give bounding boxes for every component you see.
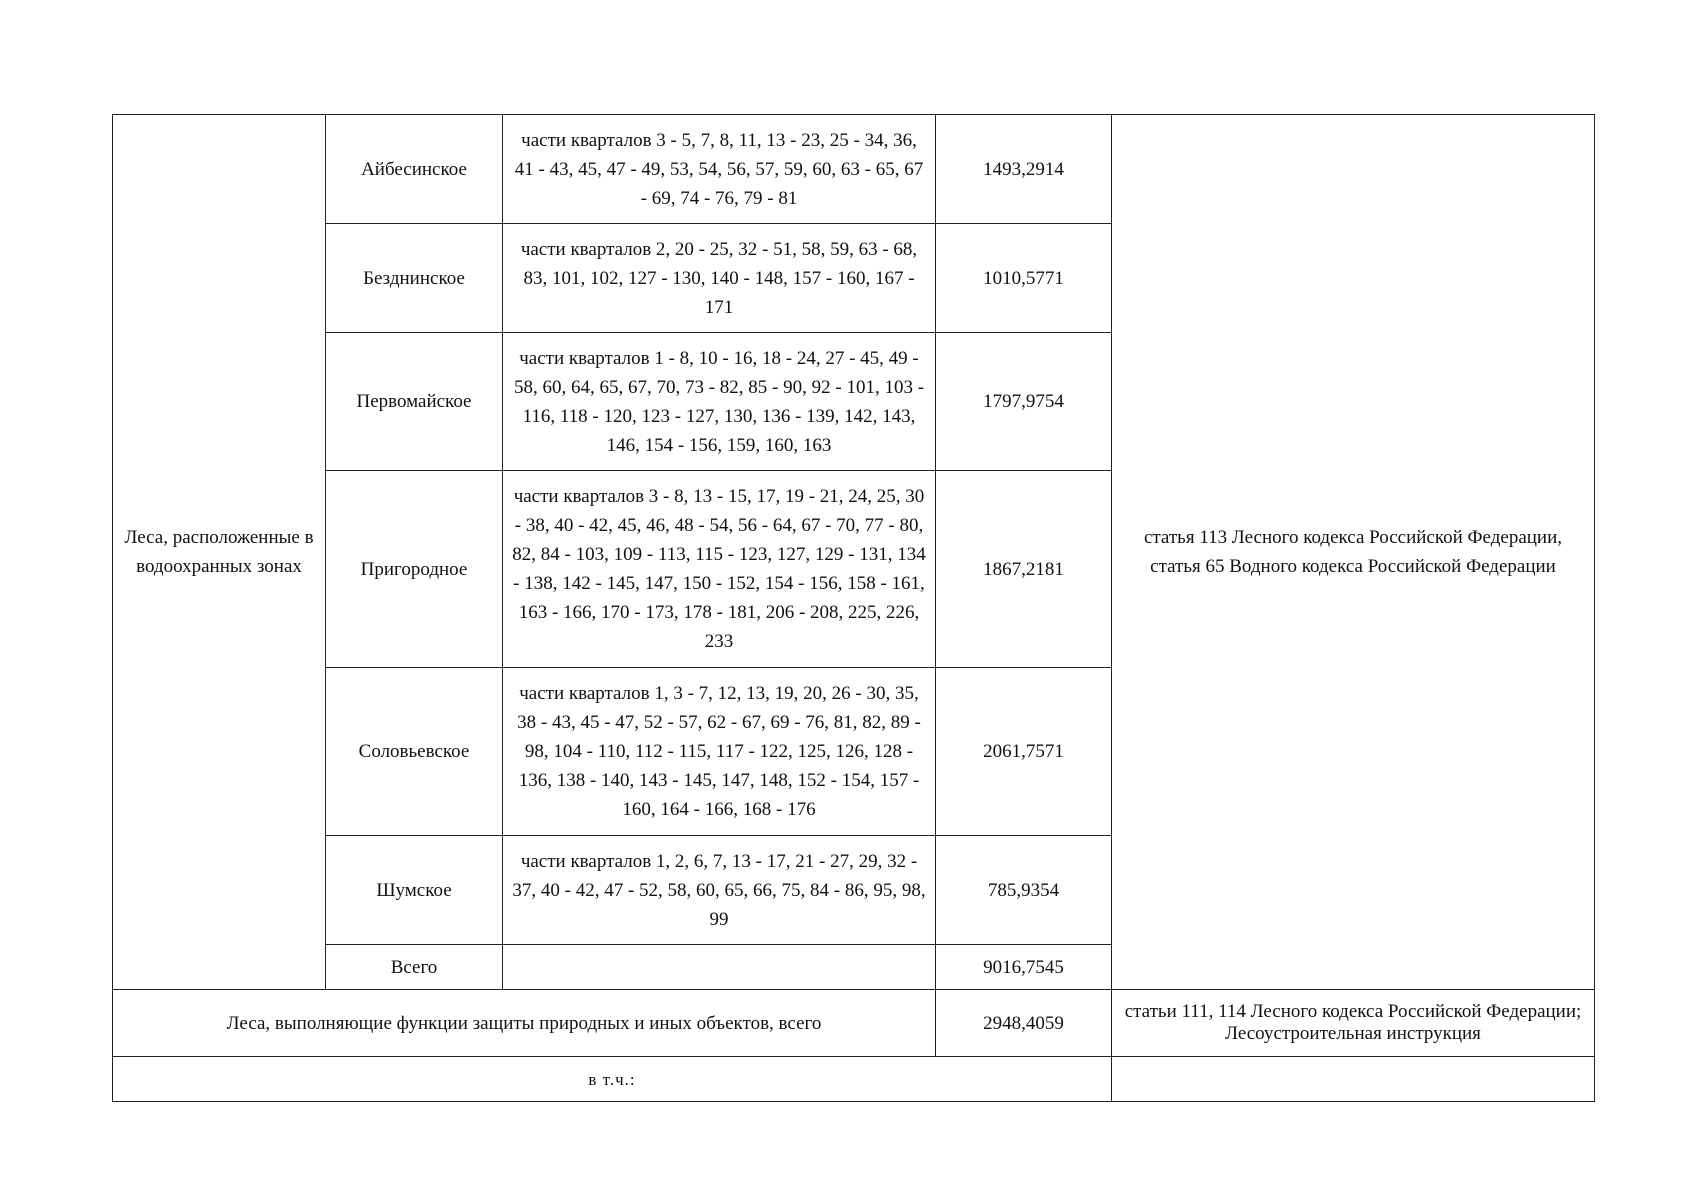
including-row [113, 1057, 1595, 1102]
blocks-list: части кварталов 2, 20 - 25, 32 - 51, 58, 59, 63 - 68, 83, 101, 102, 127 - 130, 140 - 148, 157 - 160, 167 - 171 [503, 224, 936, 333]
blocks-list: части кварталов 3 - 8, 13 - 15, 17, 19 - 21, 24, 25, 30 - 38, 40 - 42, 45, 46, 48 - 54, 56 - 64, 67 - 70, 77 - 80, 82, 84 - 103, 109 - 113, 115 - 123, 127, 129 - 131, 134 - 138, 142 - 145, 147, 150 - 152, 154 - 156, 158 - 161, 163 - 166, 170 - 173, 178 - 181, 206 - 208, 225, 226, 233 [503, 471, 936, 668]
forestry-name: Безднинское [326, 224, 503, 333]
blocks-list: части кварталов 1, 3 - 7, 12, 13, 19, 20, 26 - 30, 35, 38 - 43, 45 - 47, 52 - 57, 62 - 67, 69 - 76, 81, 82, 89 - 98, 104 - 110, 112 - 115, 117 - 122, 125, 126, 128 - 136, 138 - 140, 143 - 145, 147, 148, 152 - 154, 157 - 160, 164 - 166, 168 - 176 [503, 668, 936, 836]
protective-label: Леса, выполняющие функции защиты природных и иных объектов, всего [113, 990, 936, 1057]
group-label-cell: Леса, расположенные в водоохранных зонах [113, 115, 326, 990]
forestry-name: Первомайское [326, 333, 503, 471]
including-label: в т.ч.: [113, 1057, 1112, 1102]
total-label: Всего [326, 945, 503, 990]
blocks-list: части кварталов 3 - 5, 7, 8, 11, 13 - 23, 25 - 34, 36, 41 - 43, 45, 47 - 49, 53, 54, 56, 57, 59, 60, 63 - 65, 67 - 69, 74 - 76, 79 - 81 [503, 115, 936, 224]
area-value: 1010,5771 [936, 224, 1112, 333]
area-value: 1867,2181 [936, 471, 1112, 668]
forest-categories-table [112, 114, 1595, 1102]
forestry-name: Пригородное [326, 471, 503, 668]
area-value: 785,9354 [936, 836, 1112, 945]
protective-row [113, 990, 1595, 1057]
including-legal-basis [1112, 1057, 1595, 1102]
forestry-name: Шумское [326, 836, 503, 945]
blocks-list: части кварталов 1, 2, 6, 7, 13 - 17, 21 - 27, 29, 32 - 37, 40 - 42, 47 - 52, 58, 60, 65, 66, 75, 84 - 86, 95, 98, 99 [503, 836, 936, 945]
table-row [113, 115, 1595, 224]
area-value: 1493,2914 [936, 115, 1112, 224]
legal-basis-cell: статья 113 Лесного кодекса Российской Федерации, статья 65 Водного кодекса Российской Федерации [1112, 115, 1595, 990]
total-blocks [503, 945, 936, 990]
area-value: 1797,9754 [936, 333, 1112, 471]
forestry-name: Соловьевское [326, 668, 503, 836]
protective-legal-basis: статьи 111, 114 Лесного кодекса Российской Федерации; Лесоустроительная инструкция [1112, 990, 1595, 1057]
protective-area: 2948,4059 [936, 990, 1112, 1057]
area-value: 2061,7571 [936, 668, 1112, 836]
blocks-list: части кварталов 1 - 8, 10 - 16, 18 - 24, 27 - 45, 49 - 58, 60, 64, 65, 67, 70, 73 - 82, 85 - 90, 92 - 101, 103 - 116, 118 - 120, 123 - 127, 130, 136 - 139, 142, 143, 146, 154 - 156, 159, 160, 163 [503, 333, 936, 471]
forestry-name: Айбесинское [326, 115, 503, 224]
total-area: 9016,7545 [936, 945, 1112, 990]
